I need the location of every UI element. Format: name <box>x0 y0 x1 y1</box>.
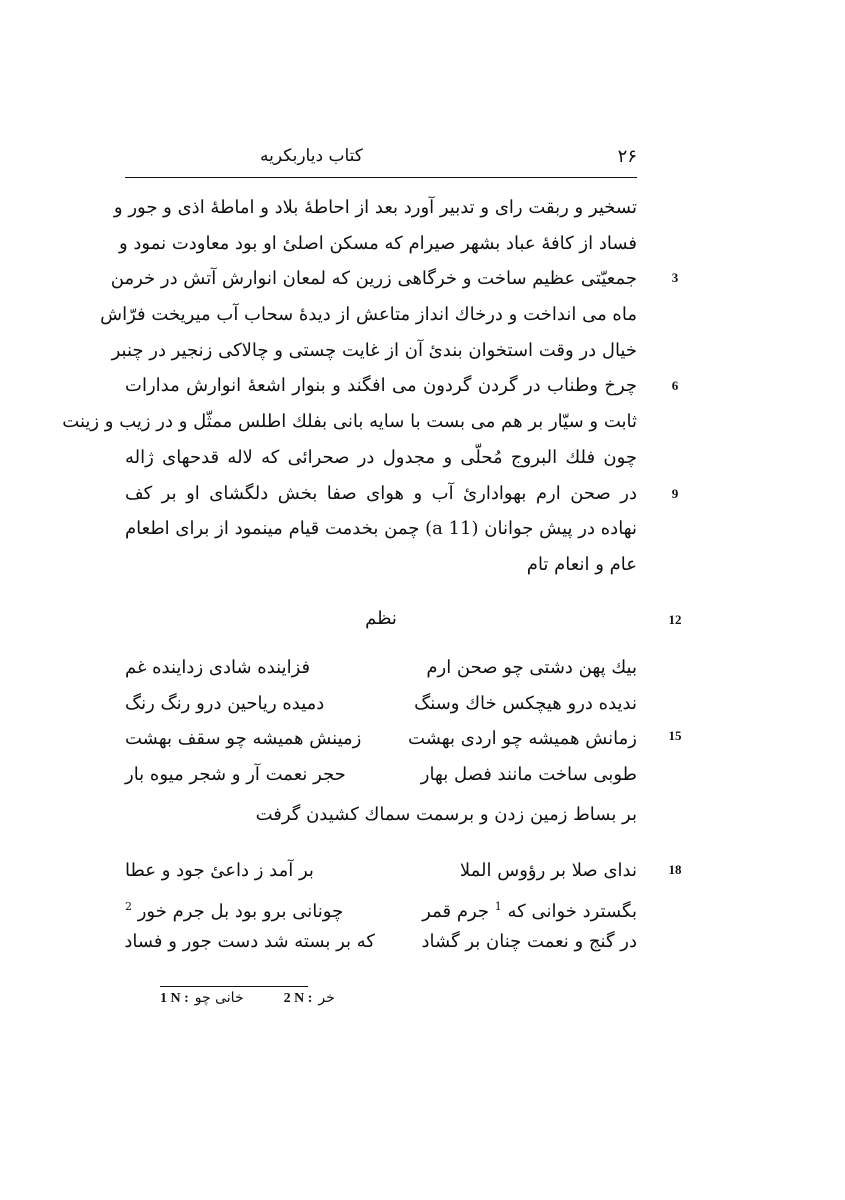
section-title: نظم <box>365 608 397 629</box>
text-line: چون فلك البروج مُحلّی و مجدول در صحرائی که لاله قدحهای ژاله <box>125 446 637 468</box>
footnote-text: خانی چو <box>194 990 244 1006</box>
footnotes <box>160 990 335 1007</box>
verse-row <box>125 721 637 757</box>
footnote-ref: 2 <box>125 899 132 913</box>
line-number: 9 <box>671 486 679 501</box>
verse-first-hemistich: ندیده درو هیچکس خاك وسنگ <box>414 692 637 714</box>
footnote-rule <box>160 986 308 987</box>
verse-text: چونانی برو بود بل جرم خور <box>137 900 344 922</box>
verse-text: جرم قمر <box>422 900 490 922</box>
page-header <box>125 142 637 170</box>
text-line: ثابت و سیّار بر هم می بست با سایه بانی بفلك اطلس ممثّل و در زیب و زینت <box>62 411 637 433</box>
footnote-label: 2 N : <box>283 991 313 1006</box>
text-line: در صحن ارم بهواداریٔ آب و هوای صفا بخش دلگشای او بر کف <box>125 482 637 504</box>
footnote-ref: 1 <box>494 899 502 913</box>
verse-row <box>125 889 637 925</box>
verse-row <box>125 650 637 686</box>
verse-second-hemistich: زمینش همیشه چو سقف بهشت <box>125 728 362 750</box>
verse-text: بگسترد خوانی که <box>507 900 637 922</box>
verse-second-hemistich: دمیده ریاحین درو رنگ رنگ <box>125 692 325 714</box>
verse-first-hemistich: ندای صلا بر رؤوس الملا <box>459 860 637 881</box>
verse-row <box>125 757 637 793</box>
verse-first-hemistich: طوبی ساخت مانند فصل بهار <box>420 764 637 786</box>
verse-first-hemistich: در گنج و نعمت چنان بر گشاد <box>421 931 637 953</box>
verse-first-hemistich: زمانش همیشه چو اردی بهشت <box>408 728 637 750</box>
verse-second-hemistich: که بر بسته شد دست جور و فساد <box>124 931 375 953</box>
verse-first-hemistich <box>387 889 637 925</box>
prose-after-verse <box>125 797 637 833</box>
footnote <box>160 990 244 1007</box>
prose-block <box>62 190 637 583</box>
line-number: 6 <box>671 378 679 393</box>
footnote <box>284 990 335 1007</box>
footnote-label: 1 N : <box>160 991 189 1006</box>
page-number: ۲۶ <box>617 145 637 167</box>
text-line: چرخ وطناب در گردن گردون می افگند و بنوار اشعهٔ انوارش مدارات <box>125 375 637 397</box>
header-rule <box>125 177 637 178</box>
verse-row <box>125 924 637 960</box>
verse-second-hemistich: حجر نعمت آر و شجر میوه بار <box>125 764 346 786</box>
verse-first-hemistich: بیك پهن دشتی چو صحن ارم <box>426 657 637 678</box>
verse-row <box>125 686 637 722</box>
verse-block-2 <box>125 853 637 960</box>
verse-block <box>125 650 637 793</box>
line-number: 12 <box>668 612 682 627</box>
line-number: 18 <box>668 862 682 877</box>
running-title: کتاب دیاربکریه <box>260 146 363 166</box>
text-line: جمعیّتی عظیم ساخت و خرگاهی زرین که لمعان انوارش آتش در خرمن <box>110 268 637 290</box>
text-line: خیال در وقت استخوان بندیٔ آن از غایت چستی و چالاکی زنجیر در چنبر <box>111 339 637 361</box>
text-line: ماه می انداخت و درخاك انداز متاعش از دیدهٔ سحاب آب میریخت فرّاش <box>100 304 637 326</box>
text-line: بر بساط زمین زدن و برسمت سماك كشیدن گرفت <box>255 804 637 825</box>
text-line: عام و انعام تام <box>526 553 637 575</box>
verse-second-hemistich: فزاینده شادی زداینده غم <box>125 657 311 678</box>
text-line: فساد از کافهٔ عباد بشهر صیرام که مسکن اصلیٔ او بود معاودت نمود و <box>118 232 637 254</box>
footnote-text: خر <box>318 990 335 1006</box>
verse-second-hemistich <box>125 889 375 925</box>
text-line: نهاده در پیش جوانان (11 a) چمن بخدمت قیام مینمود از برای اطعام <box>125 518 637 540</box>
line-number: 15 <box>668 728 682 743</box>
verse-row <box>125 853 637 889</box>
line-number: 3 <box>671 270 679 285</box>
text-line: تسخیر و ربقت رای و تدبیر آورد بعد از احاطهٔ بلاد و اماطهٔ اذی و جور و <box>113 197 637 218</box>
verse-second-hemistich: بر آمد ز داعیٔ جود و عطا <box>125 860 314 881</box>
